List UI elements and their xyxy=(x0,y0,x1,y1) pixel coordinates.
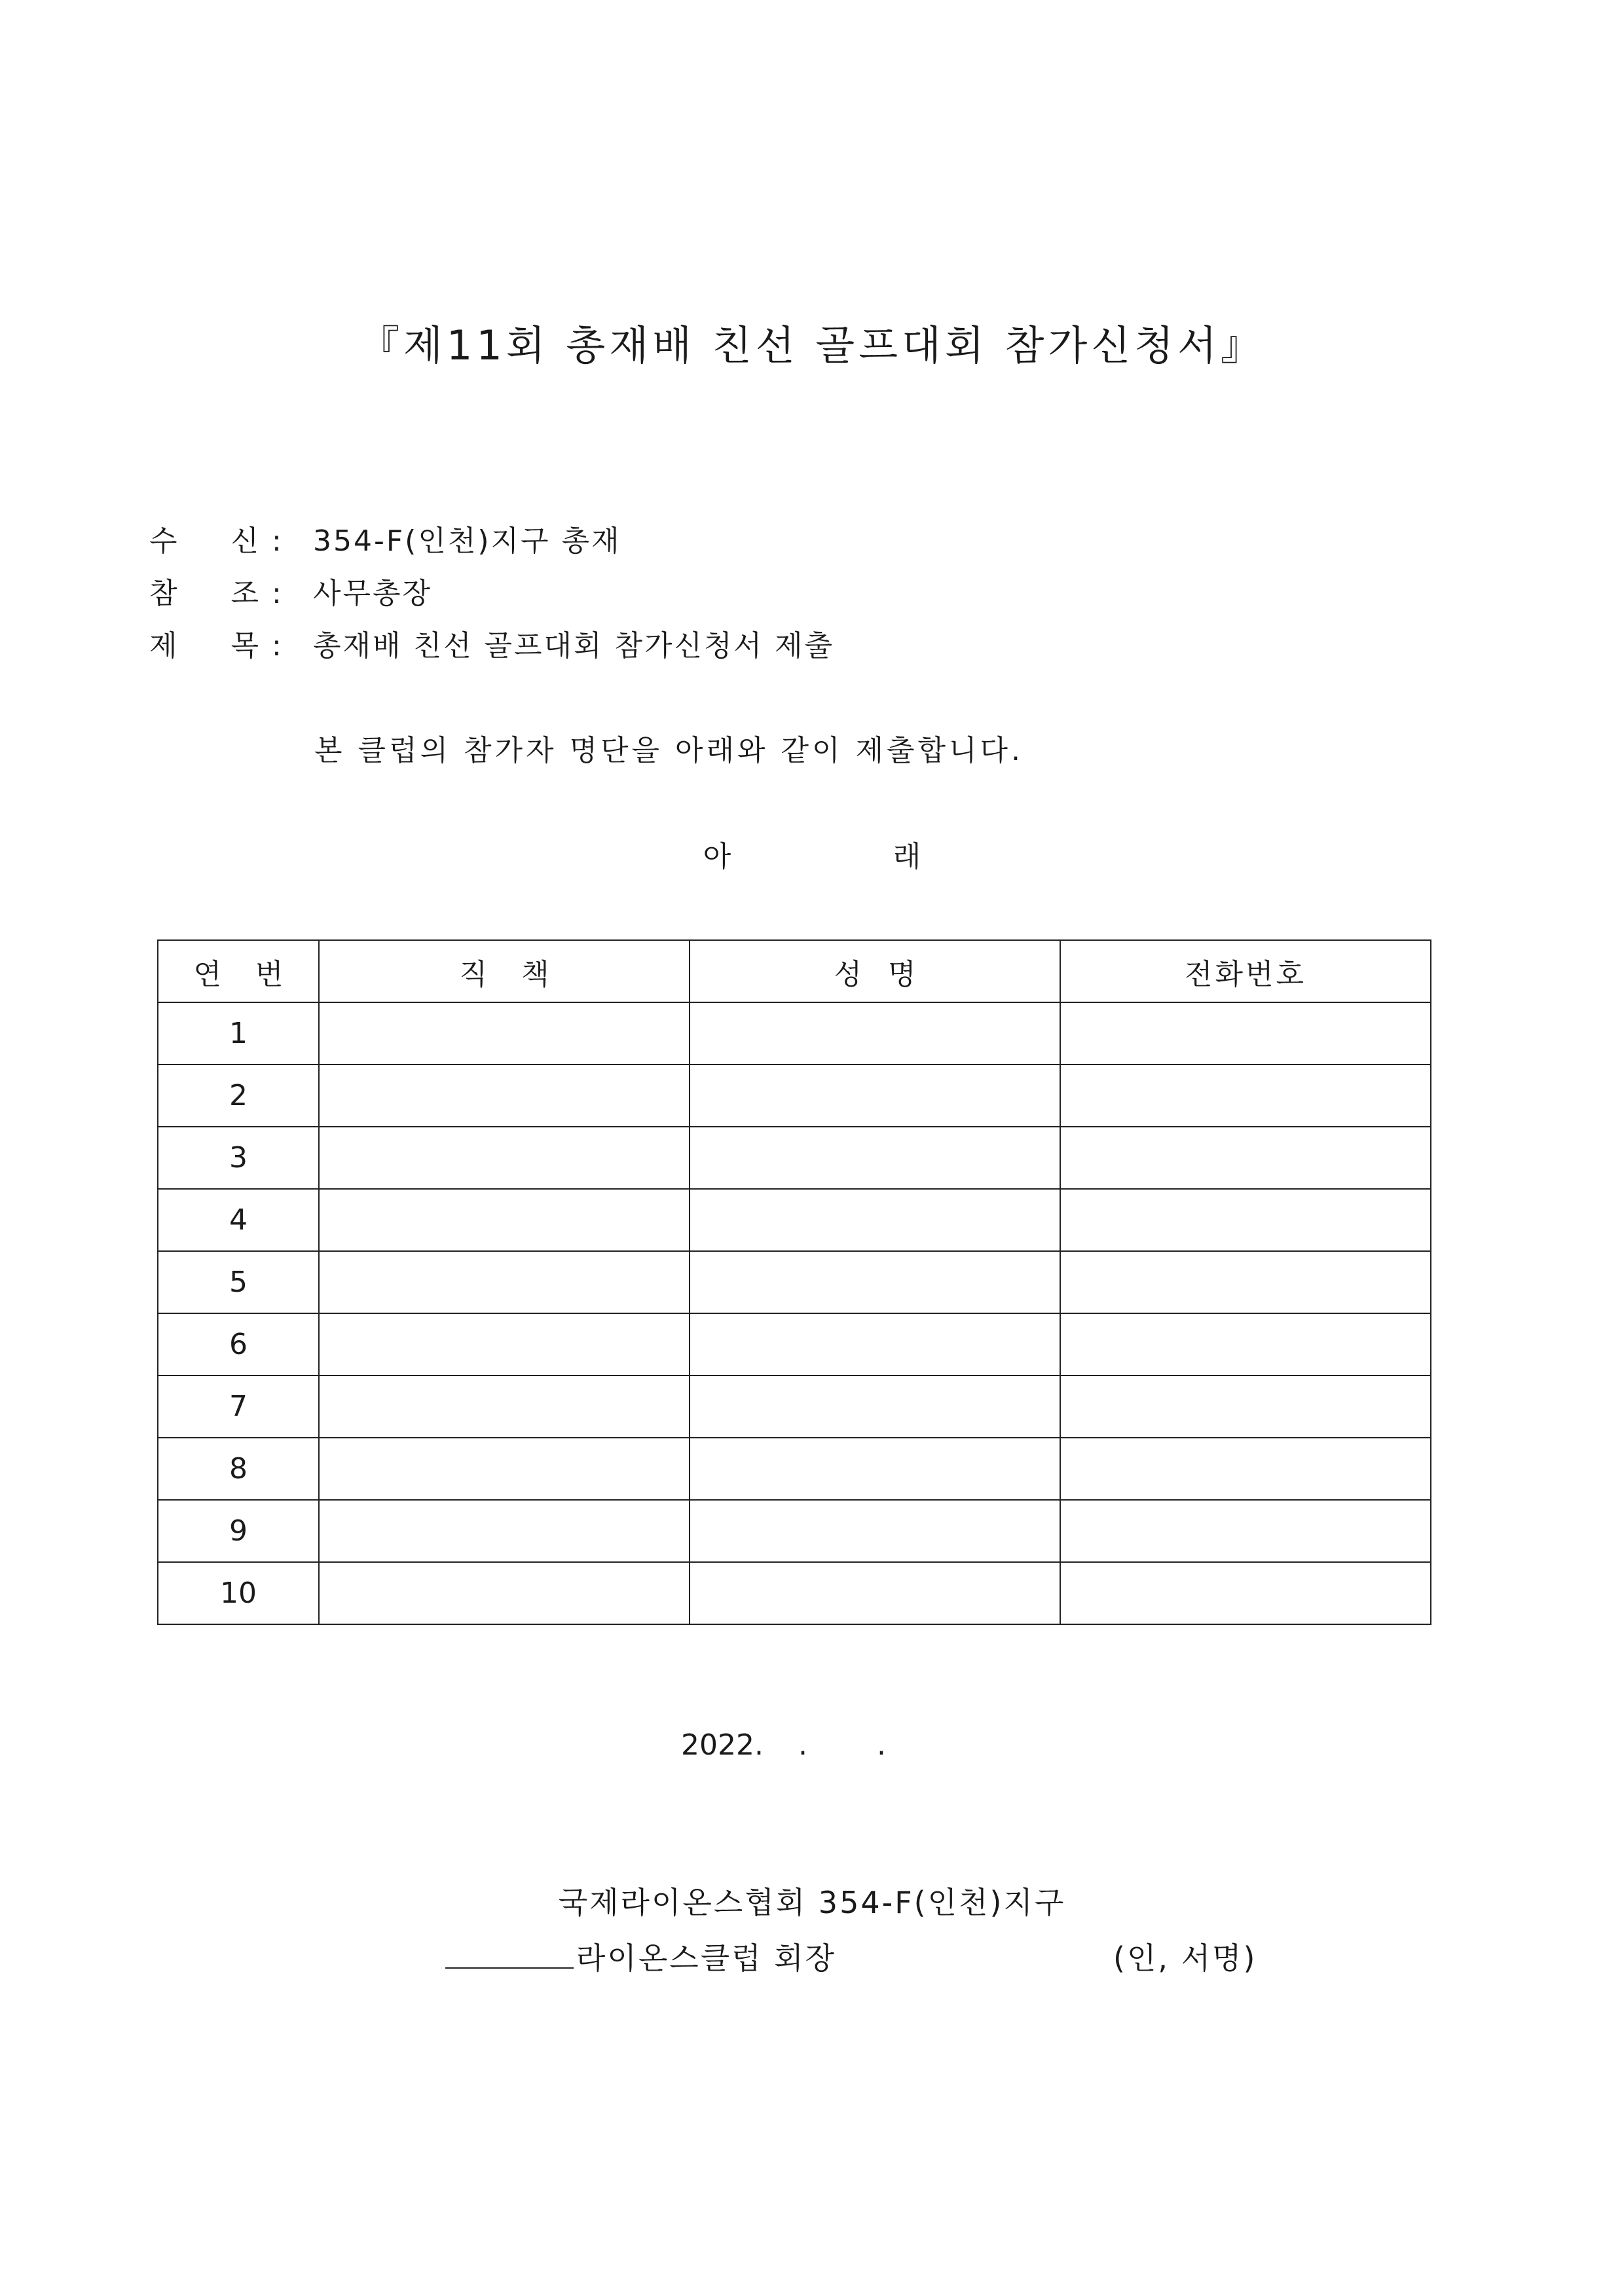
header-subject-row xyxy=(149,622,834,674)
date-month-dot: . xyxy=(798,1728,807,1762)
recipient-value: 354-F(인천)지구 총재 xyxy=(313,524,621,558)
name-cell[interactable] xyxy=(690,1189,1060,1251)
table-row xyxy=(158,1376,1431,1438)
position-cell[interactable] xyxy=(319,1376,690,1438)
position-cell[interactable] xyxy=(319,1500,690,1562)
name-cell[interactable] xyxy=(690,1562,1060,1624)
row-number: 1 xyxy=(158,1002,319,1065)
table-row xyxy=(158,1562,1431,1624)
participant-table xyxy=(157,939,1431,1625)
row-number: 10 xyxy=(158,1562,319,1624)
phone-cell[interactable] xyxy=(1060,1002,1431,1065)
position-cell[interactable] xyxy=(319,1065,690,1127)
club-president-label: 라이온스클럽 회장 xyxy=(576,1941,837,1976)
name-cell[interactable] xyxy=(690,1251,1060,1313)
subject-colon: : xyxy=(272,629,284,663)
header-block xyxy=(149,517,834,674)
club-name-blank[interactable] xyxy=(445,1937,574,1969)
recipient-colon: : xyxy=(272,524,284,558)
position-cell[interactable] xyxy=(319,1313,690,1376)
phone-cell[interactable] xyxy=(1060,1500,1431,1562)
position-cell[interactable] xyxy=(319,1251,690,1313)
table-header-row xyxy=(158,940,1431,1002)
row-number: 5 xyxy=(158,1251,319,1313)
name-cell[interactable] xyxy=(690,1438,1060,1500)
header-serial: 연번 xyxy=(158,940,319,1002)
header-phone: 전화번호 xyxy=(1060,940,1431,1002)
table-row xyxy=(158,1500,1431,1562)
date-year: 2022. xyxy=(681,1728,764,1762)
position-cell[interactable] xyxy=(319,1438,690,1500)
subject-value: 총재배 친선 골프대회 참가신청서 제출 xyxy=(313,629,835,663)
date-line xyxy=(681,1728,921,1762)
name-cell[interactable] xyxy=(690,1500,1060,1562)
table-row xyxy=(158,1189,1431,1251)
ara-char-1: 아 xyxy=(703,840,731,873)
name-cell[interactable] xyxy=(690,1002,1060,1065)
row-number: 8 xyxy=(158,1438,319,1500)
table-row xyxy=(158,1127,1431,1189)
row-number: 4 xyxy=(158,1189,319,1251)
reference-label: 참 조 xyxy=(149,577,261,610)
name-cell[interactable] xyxy=(690,1313,1060,1376)
phone-cell[interactable] xyxy=(1060,1438,1431,1500)
phone-cell[interactable] xyxy=(1060,1065,1431,1127)
document-title: 『제11회 총재배 친선 골프대회 참가신청서』 xyxy=(359,321,1265,369)
organization-name: 국제라이온스협회 354-F(인천)지구 xyxy=(558,1885,1066,1920)
name-cell[interactable] xyxy=(690,1127,1060,1189)
phone-cell[interactable] xyxy=(1060,1562,1431,1624)
ara-char-2: 래 xyxy=(893,840,921,873)
position-cell[interactable] xyxy=(319,1127,690,1189)
phone-cell[interactable] xyxy=(1060,1313,1431,1376)
date-day-dot: . xyxy=(876,1728,886,1762)
phone-cell[interactable] xyxy=(1060,1127,1431,1189)
club-president-line xyxy=(445,1935,836,1978)
table-row xyxy=(158,1251,1431,1313)
phone-cell[interactable] xyxy=(1060,1251,1431,1313)
header-position: 직책 xyxy=(319,940,690,1002)
table-row xyxy=(158,1065,1431,1127)
row-number: 6 xyxy=(158,1313,319,1376)
table-row xyxy=(158,1002,1431,1065)
name-cell[interactable] xyxy=(690,1065,1060,1127)
table-row xyxy=(158,1438,1431,1500)
header-recipient-row xyxy=(149,517,834,570)
table-row xyxy=(158,1313,1431,1376)
phone-cell[interactable] xyxy=(1060,1189,1431,1251)
position-cell[interactable] xyxy=(319,1189,690,1251)
header-name: 성명 xyxy=(690,940,1060,1002)
ara-heading xyxy=(0,833,1624,875)
body-sentence: 본 클럽의 참가자 명단을 아래와 같이 제출합니다. xyxy=(314,734,1024,767)
row-number: 7 xyxy=(158,1376,319,1438)
recipient-label: 수 신 xyxy=(149,524,261,558)
name-cell[interactable] xyxy=(690,1376,1060,1438)
position-cell[interactable] xyxy=(319,1562,690,1624)
phone-cell[interactable] xyxy=(1060,1376,1431,1438)
row-number: 9 xyxy=(158,1500,319,1562)
row-number: 3 xyxy=(158,1127,319,1189)
seal-signature-label: (인, 서명) xyxy=(1113,1941,1257,1976)
reference-colon: : xyxy=(272,577,284,610)
header-reference-row xyxy=(149,570,834,622)
row-number: 2 xyxy=(158,1065,319,1127)
subject-label: 제 목 xyxy=(149,629,261,663)
reference-value: 사무총장 xyxy=(313,577,433,610)
position-cell[interactable] xyxy=(319,1002,690,1065)
